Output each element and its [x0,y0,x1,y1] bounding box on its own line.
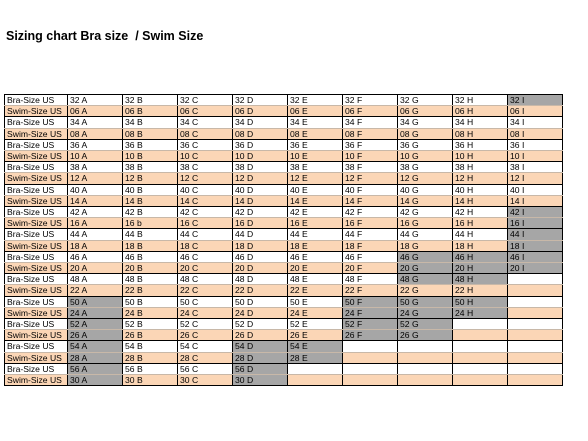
size-cell: 42 D [233,207,288,218]
size-cell: 48 A [68,274,123,285]
size-cell: 24 H [453,307,508,318]
size-cell: 16 H [453,218,508,229]
swim-size-row [5,352,563,363]
row-label: Swim-Size US [5,128,68,139]
size-cell: 48 F [343,274,398,285]
size-cell: 30 D [233,375,288,386]
bra-size-row [5,341,563,352]
size-cell: 10 B [123,151,178,162]
size-cell [508,285,563,296]
row-label: Swim-Size US [5,375,68,386]
size-cell: 52 C [178,319,233,330]
size-cell: 44 H [453,229,508,240]
size-cell: 30 A [68,375,123,386]
size-cell: 44 G [398,229,453,240]
size-cell: 42 H [453,207,508,218]
bra-size-row [5,363,563,374]
size-cell [508,352,563,363]
size-cell: 52 G [398,319,453,330]
size-cell: 48 D [233,274,288,285]
size-cell: 16 F [343,218,398,229]
size-cell: 28 E [288,352,343,363]
size-cell: 08 E [288,128,343,139]
row-label: Bra-Size US [5,184,68,195]
size-cell [288,375,343,386]
size-cell: 22 G [398,285,453,296]
size-cell: 12 H [453,173,508,184]
size-cell: 44 E [288,229,343,240]
size-cell: 42 C [178,207,233,218]
size-cell: 12 I [508,173,563,184]
size-cell: 10 C [178,151,233,162]
size-cell: 06 I [508,106,563,117]
size-cell: 08 C [178,128,233,139]
size-cell: 56 D [233,363,288,374]
size-cell: 08 A [68,128,123,139]
size-cell: 28 D [233,352,288,363]
swim-size-row [5,151,563,162]
size-cell [343,375,398,386]
size-cell: 50 G [398,296,453,307]
size-cell: 36 C [178,139,233,150]
size-cell: 36 G [398,139,453,150]
size-cell: 32 D [233,95,288,106]
size-cell: 14 B [123,195,178,206]
size-cell: 22 B [123,285,178,296]
size-cell: 50 C [178,296,233,307]
size-cell: 06 C [178,106,233,117]
size-cell: 14 E [288,195,343,206]
row-label: Swim-Size US [5,285,68,296]
size-cell: 18 C [178,240,233,251]
size-cell: 08 I [508,128,563,139]
size-cell: 46 E [288,251,343,262]
size-cell [453,319,508,330]
size-cell [508,330,563,341]
size-cell: 20 A [68,263,123,274]
bra-size-row [5,251,563,262]
size-cell: 42 A [68,207,123,218]
size-cell: 10 G [398,151,453,162]
size-cell: 42 I [508,207,563,218]
size-cell: 42 B [123,207,178,218]
swim-size-row [5,106,563,117]
size-cell: 36 B [123,139,178,150]
size-cell: 20 D [233,263,288,274]
size-cell: 24 F [343,307,398,318]
size-cell: 38 F [343,162,398,173]
swim-size-row [5,240,563,251]
size-cell: 22 C [178,285,233,296]
row-label: Bra-Size US [5,207,68,218]
size-cell: 46 I [508,251,563,262]
size-cell: 30 C [178,375,233,386]
size-cell: 46 H [453,251,508,262]
size-cell: 20 H [453,263,508,274]
size-cell: 32 G [398,95,453,106]
size-cell: 38 D [233,162,288,173]
size-cell [453,352,508,363]
size-cell [453,363,508,374]
size-cell: 24 C [178,307,233,318]
size-cell [453,375,508,386]
row-label: Bra-Size US [5,162,68,173]
size-cell: 54 E [288,341,343,352]
size-cell: 46 D [233,251,288,262]
size-cell: 52 F [343,319,398,330]
size-cell: 50 F [343,296,398,307]
size-cell: 16 G [398,218,453,229]
size-cell: 12 E [288,173,343,184]
size-cell: 34 D [233,117,288,128]
size-cell: 08 H [453,128,508,139]
size-cell: 16 A [68,218,123,229]
size-cell: 46 B [123,251,178,262]
size-cell: 40 H [453,184,508,195]
size-cell: 32 E [288,95,343,106]
size-cell: 54 C [178,341,233,352]
size-cell: 38 G [398,162,453,173]
size-cell: 06 E [288,106,343,117]
row-label: Bra-Size US [5,274,68,285]
size-cell: 26 B [123,330,178,341]
size-cell: 10 I [508,151,563,162]
size-cell: 14 D [233,195,288,206]
size-cell: 16 D [233,218,288,229]
size-cell [508,363,563,374]
size-cell: 44 F [343,229,398,240]
size-cell: 24 D [233,307,288,318]
row-label: Swim-Size US [5,307,68,318]
row-label: Swim-Size US [5,263,68,274]
bra-size-row [5,139,563,150]
bra-size-row [5,319,563,330]
size-cell: 12 D [233,173,288,184]
size-cell: 22 D [233,285,288,296]
size-cell [453,330,508,341]
size-cell: 56 C [178,363,233,374]
size-cell: 20 I [508,263,563,274]
size-cell: 36 H [453,139,508,150]
size-cell: 36 I [508,139,563,150]
size-cell: 34 G [398,117,453,128]
swim-size-row [5,307,563,318]
size-cell: 38 E [288,162,343,173]
size-cell: 46 A [68,251,123,262]
size-cell: 52 B [123,319,178,330]
size-cell: 52 E [288,319,343,330]
size-cell: 50 A [68,296,123,307]
size-cell: 10 D [233,151,288,162]
size-cell: 32 F [343,95,398,106]
size-cell: 40 F [343,184,398,195]
size-cell: 38 H [453,162,508,173]
bra-size-row [5,229,563,240]
bra-size-row [5,296,563,307]
size-cell: 22 A [68,285,123,296]
size-cell: 18 B [123,240,178,251]
size-cell: 42 G [398,207,453,218]
size-cell: 36 A [68,139,123,150]
size-cell: 36 F [343,139,398,150]
size-cell: 54 A [68,341,123,352]
size-cell: 10 F [343,151,398,162]
size-cell: 48 H [453,274,508,285]
size-cell: 18 H [453,240,508,251]
size-cell: 20 G [398,263,453,274]
swim-size-row [5,128,563,139]
size-cell: 44 D [233,229,288,240]
size-cell: 26 C [178,330,233,341]
size-cell: 20 C [178,263,233,274]
size-cell: 38 C [178,162,233,173]
size-cell: 50 B [123,296,178,307]
row-label: Swim-Size US [5,352,68,363]
size-cell: 08 B [123,128,178,139]
size-cell: 18 D [233,240,288,251]
size-cell: 26 G [398,330,453,341]
size-cell: 32 A [68,95,123,106]
swim-size-row [5,173,563,184]
size-cell: 46 G [398,251,453,262]
size-cell: 20 E [288,263,343,274]
row-label: Swim-Size US [5,330,68,341]
size-cell: 16 C [178,218,233,229]
row-label: Bra-Size US [5,296,68,307]
size-cell: 46 C [178,251,233,262]
size-cell: 40 A [68,184,123,195]
row-label: Swim-Size US [5,151,68,162]
size-cell: 24 G [398,307,453,318]
size-cell: 40 D [233,184,288,195]
size-cell: 10 A [68,151,123,162]
bra-size-row [5,207,563,218]
row-label: Bra-Size US [5,117,68,128]
size-cell: 18 I [508,240,563,251]
size-cell: 20 B [123,263,178,274]
size-cell: 30 B [123,375,178,386]
size-cell: 06 B [123,106,178,117]
size-cell: 20 F [343,263,398,274]
swim-size-row [5,375,563,386]
size-cell [508,274,563,285]
size-cell: 18 F [343,240,398,251]
size-cell: 26 A [68,330,123,341]
size-cell: 14 A [68,195,123,206]
size-cell [398,375,453,386]
size-cell: 34 F [343,117,398,128]
size-cell: 48 C [178,274,233,285]
bra-size-row [5,184,563,195]
row-label: Bra-Size US [5,363,68,374]
size-cell: 40 G [398,184,453,195]
size-cell: 18 E [288,240,343,251]
size-cell: 34 C [178,117,233,128]
row-label: Swim-Size US [5,106,68,117]
swim-size-row [5,195,563,206]
size-cell [508,341,563,352]
size-cell: 50 E [288,296,343,307]
size-cell: 12 A [68,173,123,184]
size-cell: 38 I [508,162,563,173]
size-cell: 44 I [508,229,563,240]
size-cell: 34 A [68,117,123,128]
size-cell [343,352,398,363]
size-cell: 12 B [123,173,178,184]
swim-size-row [5,285,563,296]
size-cell [453,341,508,352]
size-cell: 14 C [178,195,233,206]
size-cell: 32 I [508,95,563,106]
size-cell [288,363,343,374]
size-cell: 14 I [508,195,563,206]
swim-size-row [5,263,563,274]
size-cell: 06 G [398,106,453,117]
size-cell: 34 E [288,117,343,128]
size-cell: 24 B [123,307,178,318]
size-cell: 22 F [343,285,398,296]
size-cell: 22 H [453,285,508,296]
size-cell: 18 A [68,240,123,251]
size-cell: 26 E [288,330,343,341]
size-cell: 54 D [233,341,288,352]
size-cell: 48 G [398,274,453,285]
size-cell: 24 A [68,307,123,318]
size-cell: 06 F [343,106,398,117]
size-cell [398,363,453,374]
size-cell: 28 A [68,352,123,363]
size-cell: 12 G [398,173,453,184]
size-cell: 40 I [508,184,563,195]
row-label: Bra-Size US [5,229,68,240]
row-label: Bra-Size US [5,341,68,352]
size-cell: 36 E [288,139,343,150]
size-cell: 14 F [343,195,398,206]
size-cell: 42 E [288,207,343,218]
size-cell: 50 H [453,296,508,307]
size-cell: 44 B [123,229,178,240]
size-cell [508,296,563,307]
size-cell: 22 E [288,285,343,296]
size-cell: 32 C [178,95,233,106]
size-cell: 34 H [453,117,508,128]
size-cell [398,341,453,352]
size-cell: 38 A [68,162,123,173]
bra-size-row [5,162,563,173]
size-cell: 28 C [178,352,233,363]
size-cell: 40 C [178,184,233,195]
size-chart-table [4,94,563,386]
row-label: Bra-Size US [5,95,68,106]
size-cell: 52 D [233,319,288,330]
size-cell: 52 A [68,319,123,330]
bra-size-row [5,95,563,106]
row-label: Swim-Size US [5,195,68,206]
size-cell: 34 I [508,117,563,128]
size-cell: 36 D [233,139,288,150]
size-cell [508,319,563,330]
size-cell: 44 C [178,229,233,240]
size-cell: 06 H [453,106,508,117]
size-cell: 50 D [233,296,288,307]
size-cell [343,341,398,352]
swim-size-row [5,218,563,229]
size-cell: 16 b [123,218,178,229]
size-cell [508,307,563,318]
size-cell: 32 H [453,95,508,106]
size-cell: 08 G [398,128,453,139]
size-cell: 26 D [233,330,288,341]
size-cell [398,352,453,363]
size-cell: 34 B [123,117,178,128]
size-cell [508,375,563,386]
size-cell: 32 B [123,95,178,106]
size-cell: 08 F [343,128,398,139]
bra-size-row [5,117,563,128]
size-cell: 26 F [343,330,398,341]
row-label: Bra-Size US [5,319,68,330]
page-title: Sizing chart Bra size / Swim Size [6,29,204,43]
row-label: Bra-Size US [5,251,68,262]
size-cell: 44 A [68,229,123,240]
size-cell: 10 H [453,151,508,162]
size-cell: 56 A [68,363,123,374]
size-cell: 14 G [398,195,453,206]
size-cell: 38 B [123,162,178,173]
size-cell: 16 I [508,218,563,229]
row-label: Swim-Size US [5,173,68,184]
bra-size-row [5,274,563,285]
size-cell: 28 B [123,352,178,363]
size-cell: 14 H [453,195,508,206]
size-cell: 10 E [288,151,343,162]
size-cell: 08 D [233,128,288,139]
swim-size-row [5,330,563,341]
size-cell: 06 A [68,106,123,117]
row-label: Swim-Size US [5,240,68,251]
size-cell [343,363,398,374]
size-cell: 46 F [343,251,398,262]
size-cell: 16 E [288,218,343,229]
size-cell: 12 C [178,173,233,184]
row-label: Bra-Size US [5,139,68,150]
size-cell: 48 E [288,274,343,285]
size-cell: 48 B [123,274,178,285]
size-cell: 24 E [288,307,343,318]
size-cell: 54 B [123,341,178,352]
row-label: Swim-Size US [5,218,68,229]
size-cell: 18 G [398,240,453,251]
size-cell: 12 F [343,173,398,184]
size-cell: 40 E [288,184,343,195]
size-cell: 56 B [123,363,178,374]
size-cell: 06 D [233,106,288,117]
size-cell: 42 F [343,207,398,218]
size-cell: 40 B [123,184,178,195]
